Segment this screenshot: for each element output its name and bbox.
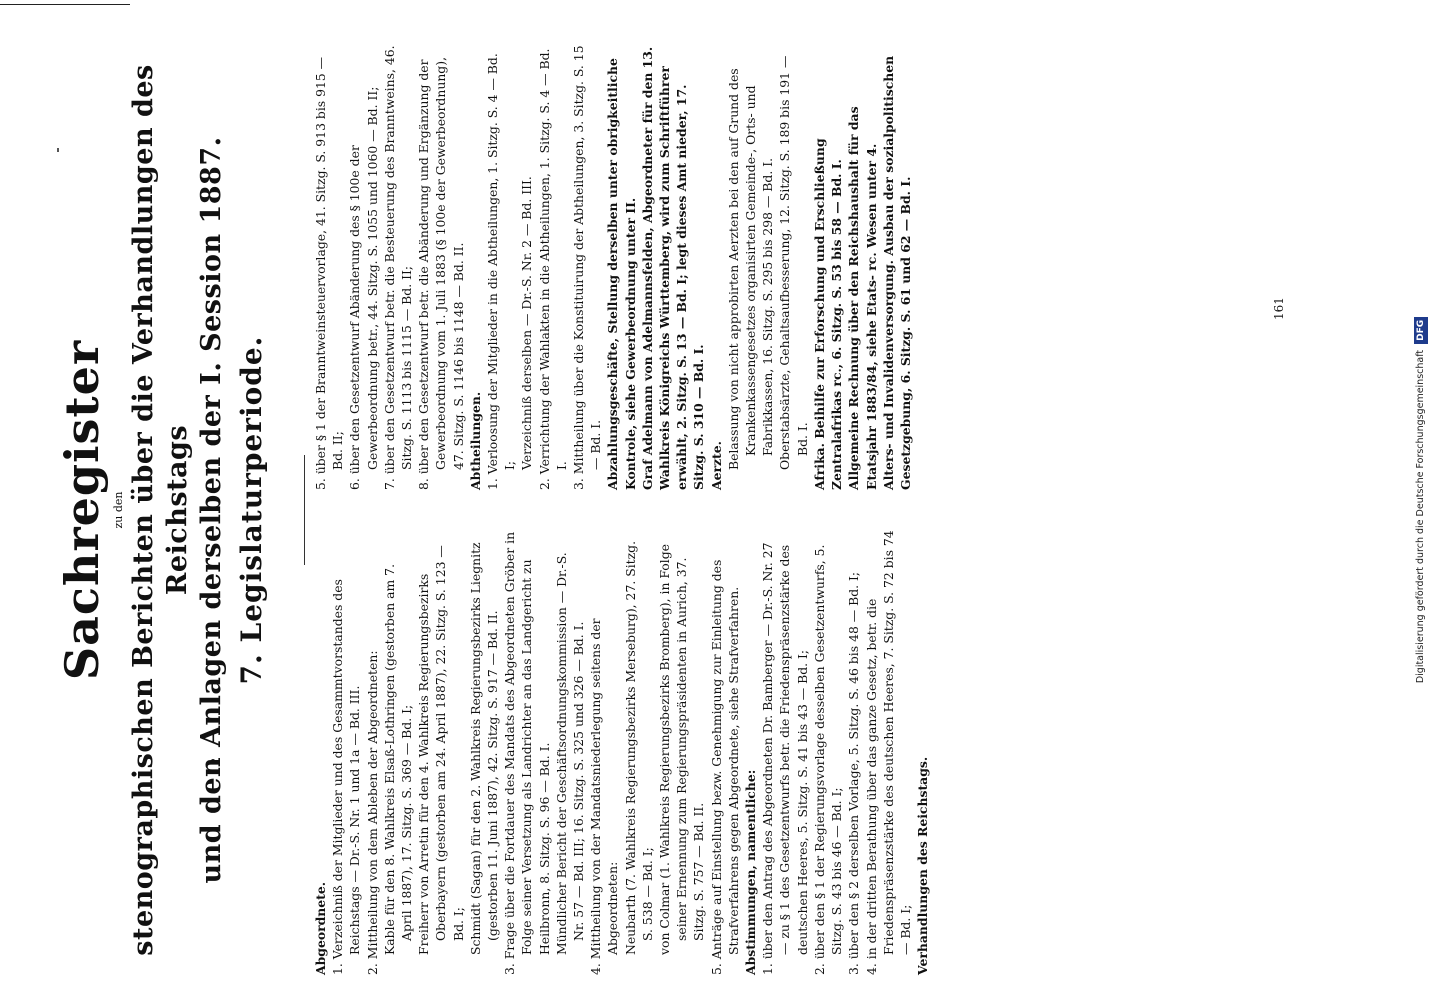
sidebar-note: Digitalisierung gefördert durch die Deutsche Forschungsgemeinschaft — [1415, 349, 1426, 684]
index-heading: Alters- und Invalidenversorgung. Ausbau der sozialpolitischen Gesetzgebung, 6. Sitzg. S. 61 und 62 — Bd. I. — [880, 55, 913, 490]
digitization-sidebar — [1412, 4, 1430, 996]
index-heading: Aerzte. — [708, 441, 724, 490]
index-entry: 2. Verrichtung der Wahlakten in die Abtheilungen, 1. Sitzg. S. 4 — Bd. I. — [536, 48, 569, 490]
title-line-3: und den Anlagen derselben der I. Session 1887. — [196, 136, 227, 884]
index-entry: 3. über den § 2 derselben Vorlage, 5. Sitzg. S. 46 bis 48 — Bd. I; — [846, 571, 862, 975]
title-block — [56, 45, 268, 975]
index-heading: Abstimmungen, namentliche: — [743, 769, 759, 975]
index-heading: Graf Adelmann von Adelmannsfelden, Abgeordneter für den 13. Wahlkreis Königreichs Württemberg, wird zum Schriftführer erwählt, 2. Sitzg. S. 13 — Bd. I; legt dieses Amt nieder, 17. Sitzg. S. 310 — Bd. I. — [639, 46, 707, 490]
rotated-page — [44, 45, 1329, 975]
index-entry: 1. über den Antrag des Abgeordneten Dr. Bamberger — Dr.-S. Nr. 27 — zu § 1 des Gesetzentwurfs betr. die Friedenspräsenzstärke des deutschen Heeres, 5. Sitzg. S. 41 bis 43 — Bd. I; — [760, 542, 810, 975]
legislative-period: 7. Legislaturperiode. — [235, 335, 268, 685]
page-title: Sachregister — [55, 339, 109, 681]
index-entry: 3. Frage über die Fortdauer des Mandats des Abgeordneten Gröber in Folge seiner Versetzung als Landrichter an das Landgericht zu Heilbronn, 8. Sitzg. S. 96 — Bd. I. — [502, 531, 552, 975]
title-divider — [304, 455, 305, 565]
index-entry: 8. über den Gesetzentwurf betr. die Abänderung und Ergänzung der Gewerbeordnung vom 1. Juli 1883 (§ 100e der Gewerbeordnung), 47. Sitzg. S. 1146 bis 1148 — Bd. II. — [416, 56, 466, 490]
index-columns — [312, 45, 1312, 975]
index-heading: Verhandlungen des Reichstags. — [915, 756, 931, 975]
index-entry: 3. Mittheilung über die Konstituirung der Abtheilungen, 3. Sitzg. S. 15 — Bd. I. — [571, 45, 604, 490]
index-entry: 4. in der dritten Berathung über das ganze Gesetz, betr. die Friedenspräsenzstärke des deutschen Heeres, 7. Sitzg. S. 72 bis 74 — Bd. I; — [863, 530, 913, 975]
index-entry: 2. Mittheilung von dem Ableben der Abgeordneten: — [364, 650, 380, 975]
left-column — [312, 530, 931, 975]
top-edge-rule — [0, 4, 130, 5]
index-heading: Abzahlungsgeschäfte, Stellung derselben unter obrigkeitliche Kontrole, siehe Gewerbeordnung unter II. — [605, 58, 638, 490]
index-entry: 5. Anträge auf Einstellung bezw. Genehmigung zur Einleitung des Strafverfahrens gegen Abgeordnete, siehe Strafverfahren. — [708, 559, 741, 975]
index-heading: Allgemeine Rechnung über den Reichshaushalt für das Etatsjahr 1883/84, siehe Etats- rc. Wesen unter 4. — [846, 106, 879, 490]
page-number: 161 — [1272, 297, 1286, 320]
index-subentry: von Colmar (1. Wahlkreis Regierungsbezirks Bromberg), in Folge seiner Ernennung zum Regierungspräsidenten in Aurich, 37. Sitzg. S. 757 — Bd. II. — [657, 544, 707, 955]
index-heading: Abgeordnete. — [313, 881, 328, 975]
index-entry: 7. über den Gesetzentwurf betr. die Besteuerung des Branntweins, 46. Sitzg. S. 1113 bis 1115 — Bd. II; — [381, 45, 415, 490]
dfg-badge: DFG — [1414, 317, 1428, 344]
index-subentry: Neubarth (7. Wahlkreis Regierungsbezirks Merseburg), 27. Sitzg. S. 538 — Bd. I; — [622, 540, 655, 955]
index-heading: Afrika. Beihilfe zur Erforschung und Erschließung Zentralafrikas rc., 6. Sitzg. S. 53 bis 58 — Bd. I. — [811, 138, 845, 490]
sidebar-label — [1412, 4, 1430, 996]
index-subentry: Belassung von nicht approbirten Aerzten bei den auf Grund des Krankenkassengesetzes organisirten Gemeinde-, Orts- und Fabrikkassen, 16. Sitzg. S. 295 bis 298 — Bd. I. — [725, 68, 776, 470]
index-entry: 4. Mittheilung von der Mandatsniederlegung seitens der Abgeordneten: — [588, 618, 621, 975]
index-entry: 1. Verloosung der Mitglieder in die Abtheilungen, 1. Sitzg. S. 4 — Bd. I; — [485, 53, 518, 490]
index-heading: Abtheilungen. — [467, 391, 483, 490]
right-column — [312, 45, 914, 490]
index-subentry: Verzeichniß derselben — Dr.-S. Nr. 2 — Bd. III. — [519, 176, 535, 470]
index-subentry: Kable für den 8. Wahlkreis Elsaß-Lothringen (gestorben am 7. April 1887), 17. Sitzg. S. 369 — Bd. I; — [381, 563, 415, 955]
index-entry: 5. über § 1 der Branntweinsteuervorlage, 41. Sitzg. S. 913 bis 915 — Bd. II; — [313, 56, 346, 490]
title-connector: zu den — [112, 491, 125, 529]
index-entry: 1. Verzeichniß der Mitglieder und des Gesammtvorstandes des Reichstags — Dr.-S. Nr. 1 und 1a — Bd. III. — [330, 579, 363, 975]
index-subentry: Schmidt (Sagan) für den 2. Wahlkreis Regierungsbezirks Liegnitz (gestorben 11. Juni 1887), 42. Sitzg. S. 917 — Bd. II. — [467, 542, 501, 955]
index-entry: 6. über den Gesetzentwurf Abänderung des § 100e der Gewerbeordnung betr., 44. Sitzg. S. 1055 und 1060 — Bd. II; — [347, 86, 380, 490]
index-subentry: Oberstabsärzte, Gehaltsaufbesserung, 12. Sitzg. S. 189 bis 191 — Bd. I. — [777, 55, 810, 470]
index-subentry: Freiherr von Arretin für den 4. Wahlkreis Regierungsbezirks Oberbayern (gestorben am 24. April 1887), 22. Sitzg. S. 123 — Bd. I; — [416, 545, 466, 955]
index-subentry: Mündlicher Bericht der Geschäftsordnungskommission — Dr.-S. Nr. 57 — Bd. III; 16. Sitzg. S. 325 und 326 — Bd. I. — [553, 552, 587, 955]
title-line-2: stenographischen Berichten über die Verhandlungen des Reichstags — [128, 64, 193, 956]
index-entry: 2. über den § 1 der Regierungsvorlage desselben Gesetzentwurfs, 5. Sitzg. S. 43 bis 46 — Bd. I; — [811, 544, 845, 975]
